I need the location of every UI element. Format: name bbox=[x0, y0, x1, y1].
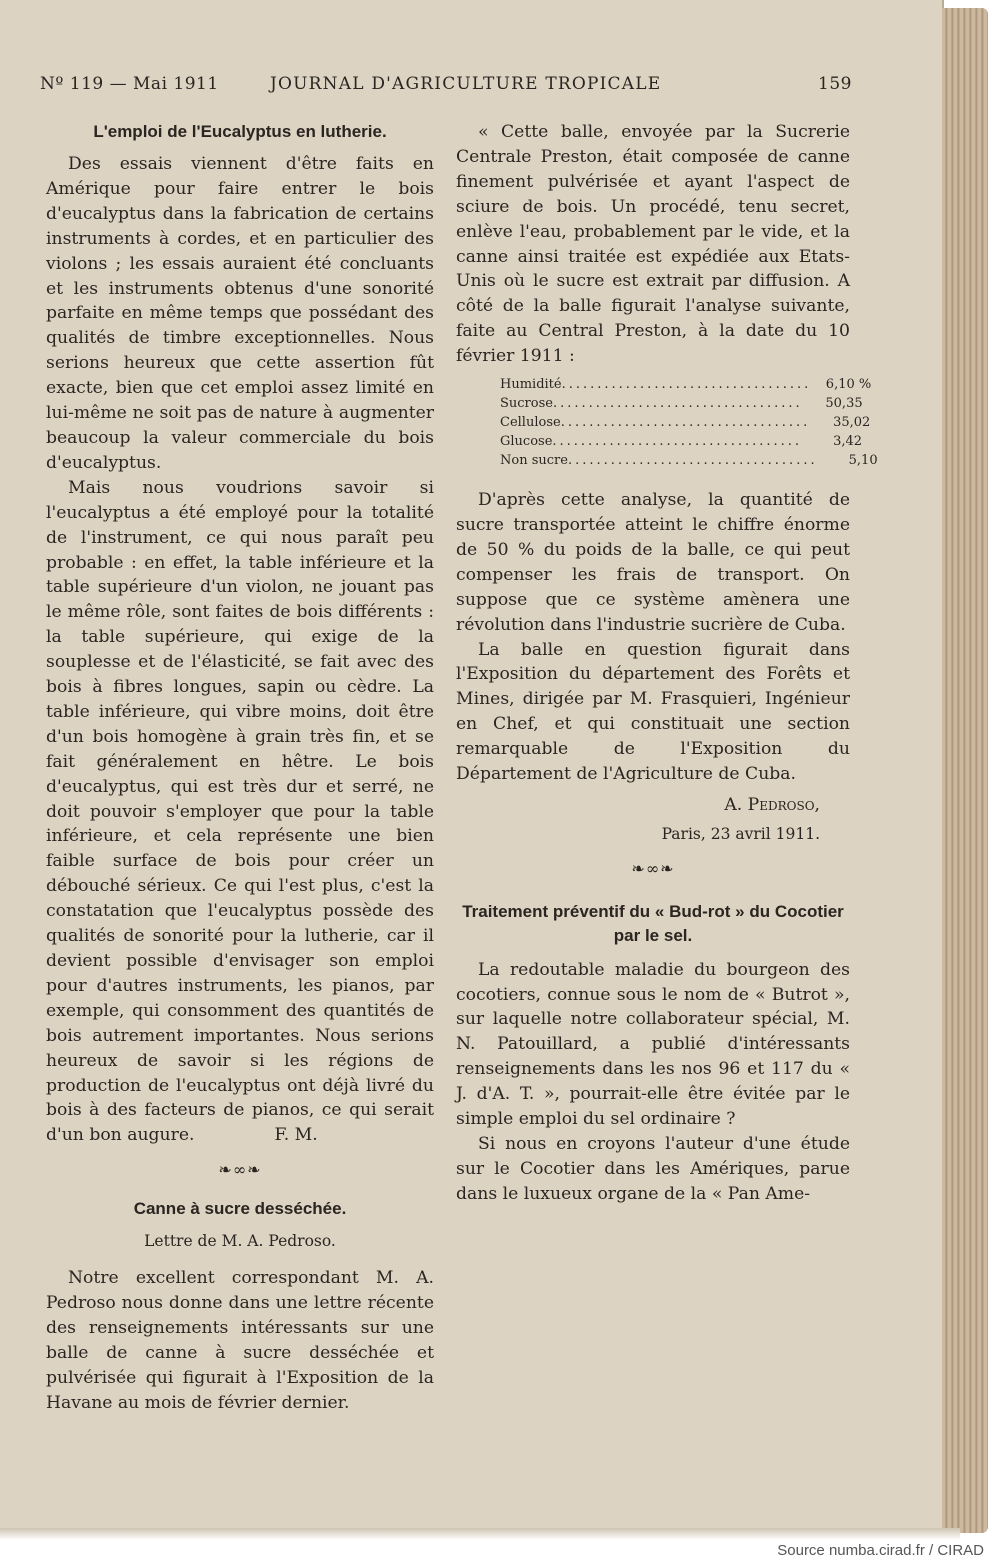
analysis-table bbox=[500, 375, 878, 470]
left-column bbox=[46, 120, 434, 1416]
article-canne-paragraph-3: D'après cette analyse, la quantité de sucre transportée atteint le chiffre énorme de 50 % du poids de la balle, ce qui peut compenser les frais de transport. On suppose que ce système amènera une révolution dans l'industrie sucrière de Cuba. bbox=[456, 490, 850, 635]
page-stack-edge bbox=[942, 8, 988, 1533]
article-canne-dateline: Paris, 23 avril 1911. bbox=[661, 824, 820, 843]
article-eucalyptus-signature: F. M. bbox=[274, 1125, 318, 1146]
article-canne-paragraph-1: Notre excellent correspondant M. A. Pedroso nous donne dans une lettre récente des renseignements intéressants sur une balle de canne à sucre desséchée et pulvérisée qui figurait à l'Exposition de la Havane au mois de février dernier. bbox=[46, 1268, 434, 1413]
article-eucalyptus-paragraph-1: Des essais viennent d'être faits en Amérique pour faire entrer le bois d'eucalyptus dans la fabrication de certains instruments à cordes, et en particulier des violons ; les essais auraient été concluants et les instruments obtenus d'une sonorité parfaite en même temps que possédant des qualités de timbre exceptionnelles. Nous serions heureux que cette assertion fût exacte, bien que cet emploi assez limité en lui-même ne soit pas de nature à augmenter beaucoup la valeur commerciale du bois d'eucalyptus. bbox=[46, 154, 434, 473]
article-canne-title: Canne à sucre desséchée. bbox=[133, 1199, 347, 1219]
article-eucalyptus-paragraph-2: Mais nous voudrions savoir si l'eucalyptus a été employé pour la totalité de l'instrument, ce qui nous paraît peu probable : en effet, la table inférieure et la table supérieure d'un violon, ne jouant pas le même rôle, sont faites de bois différents : la table supérieure, qui exige de la souplesse et de l'élasticité, se fait avec des bois à fibres longues, sapin ou cèdre. La table inférieure, qui vibre moins, doit être d'un bois homogène à grain très fin, et se fait généralement en hêtre. Le bois d'eucalyptus, qui est très dur et serré, ne doit pouvoir s'employer que pour la table inférieure, et cela représente une bien faible surface de bois pour créer un débouché sérieux. Ce qui l'est plus, c'est la constatation que l'eucalyptus possède des qualités de sonorité pour la lutherie, car il devient possible d'envisager son emploi pour d'autres instruments, les pianos, par exemple, qui consomment des quantités de bois autrement importantes. Nous serions heureux de savoir si les régions de production de l'eucalyptus ont déjà livré du bois à des facteurs de pianos, ce qui serait d'un bon augure. F. M. bbox=[46, 477, 434, 1146]
article-eucalyptus-title: L'emploi de l'Eucalyptus en lutherie. bbox=[93, 122, 387, 141]
analysis-row: Glucose ................................... 3,42 bbox=[500, 434, 863, 450]
analysis-row: Cellulose ................................... 35,02 bbox=[500, 415, 871, 431]
analysis-row: Humidité ................................... 6,10 % bbox=[500, 377, 872, 393]
article-budrot-paragraph-2: Si nous en croyons l'auteur d'une étude sur le Cocotier dans les Amériques, parue dans le luxueux organe de la « Pan Ame- bbox=[456, 1134, 850, 1204]
article-budrot-title: Traitement préventif du « Bud-rot » du Cocotier par le sel. bbox=[462, 901, 844, 945]
page-shadow bbox=[0, 1528, 960, 1540]
article-budrot-paragraph-1: La redoutable maladie du bourgeon des cocotiers, connue sous le nom de « Butrot », sur laquelle notre collaborateur spécial, M. N. Patouillard, a publié d'intéressants renseignements dans les nos 96 et 117 du « J. d'A. T. », pourrait-elle être évitée par le simple emploi du sel ordinaire ? bbox=[456, 959, 850, 1130]
analysis-row: Non sucre ................................... 5,10 bbox=[500, 453, 878, 469]
issue-label: Nº 119 — Mai 1911 bbox=[40, 74, 219, 94]
article-canne-paragraph-2: « Cette balle, envoyée par la Sucrerie Centrale Preston, était composée de canne finement pulvérisée et ayant l'aspect de sciure de bois. Un procédé, tenu secret, enlève l'eau, probablement par le vide, et la canne ainsi traitée est expédiée aux Etats-Unis où le sucre est extrait par diffusion. A côté de la balle figurait l'analyse suivante, faite au Central Preston, à la date du 10 février 1911 : bbox=[456, 122, 850, 367]
source-credit: Source numba.cirad.fr / CIRAD bbox=[777, 1542, 984, 1559]
journal-title: JOURNAL D'AGRICULTURE TROPICALE bbox=[270, 74, 662, 94]
analysis-row: Sucrose ................................... 50,35 bbox=[500, 396, 863, 412]
article-canne-paragraph-4: La balle en question figurait dans l'Exposition du département des Forêts et Mines, dirigée par M. Frasquieri, Ingénieur en Chef, et qui constituait une section remarquable de l'Exposition du Département de l'Agriculture de Cuba. bbox=[456, 639, 850, 785]
article-canne-signature: A. Pedroso, bbox=[724, 794, 820, 815]
right-column bbox=[456, 120, 878, 1207]
running-header bbox=[40, 74, 852, 100]
page-number: 159 bbox=[818, 74, 852, 94]
ornament-divider: ❧∞❧ bbox=[631, 858, 675, 878]
article-canne-subtitle: Lettre de M. A. Pedroso. bbox=[144, 1232, 336, 1251]
ornament-divider: ❧∞❧ bbox=[218, 1160, 262, 1180]
